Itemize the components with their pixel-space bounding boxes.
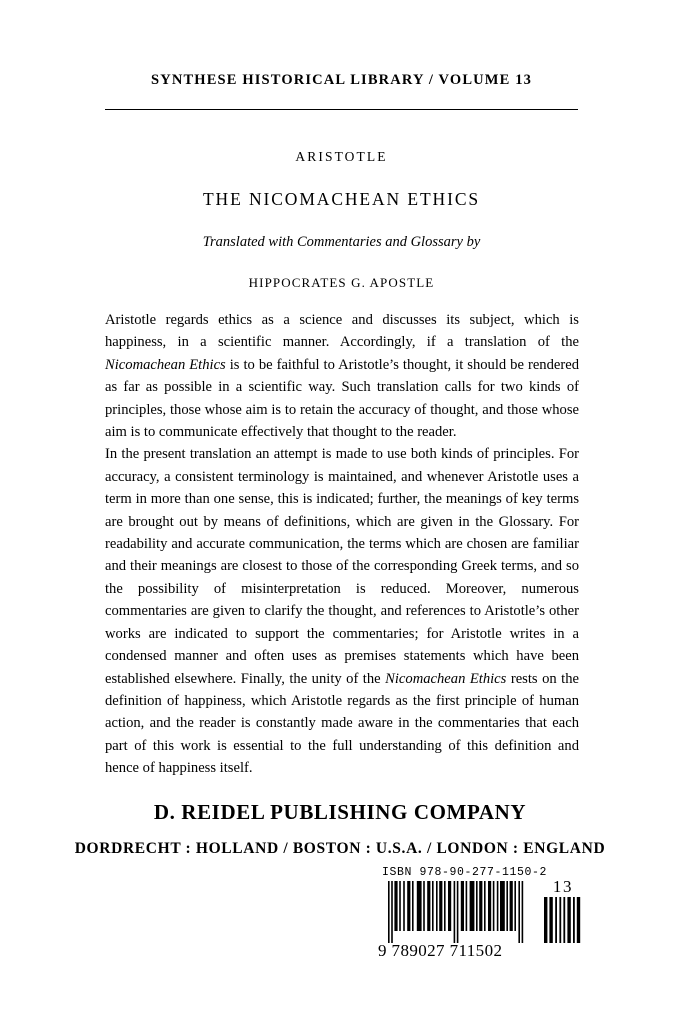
ean-addon-digits: 13: [552, 877, 574, 896]
back-cover-blurb: [105, 309, 579, 780]
ean-addon-barcode: [542, 877, 584, 943]
series-header: SYNTHESE HISTORICAL LIBRARY / VOLUME 13: [151, 72, 532, 88]
ean13-human-readable-digits: 9 789027 711502: [378, 941, 503, 960]
barcode-area: [378, 866, 600, 972]
isbn-label: ISBN 978-90-277-1150-2: [382, 866, 548, 879]
translator-name: HIPPOCRATES G. APOSTLE: [248, 274, 435, 290]
author-name: ARISTOTLE: [295, 149, 388, 164]
blurb-p2-work-title: Nicomachean Ethics: [385, 670, 507, 687]
header-divider-rule: [105, 109, 578, 110]
blurb-p1-text-b: is to be faithful to Aristotle’s thought, it should be rendered as far as possible in a scientific way. Such translation calls for two kinds of principles, those whose aim is to retain the accuracy of thought, and those whose aim is to communicate effectively that thought to the reader.: [105, 356, 580, 441]
blurb-p2-text-b: rests on the definition of happiness, which Aristotle regards as the first principle of human action, and the reader is constantly made aware in the commentaries that each part of this work is essential to the full understanding of this definition and hence of happiness itself.: [105, 670, 579, 777]
ean13-barcode: [378, 881, 528, 960]
publisher-name: D. REIDEL PUBLISHING COMPANY: [153, 800, 527, 824]
blurb-p2-text-a: In the present translation an attempt is made to use both kinds of principles. For accuracy, a consistent terminology is maintained, and whenever Aristotle uses a term in more than one sense, this is indicated; further, the meanings of key terms are brought out by means of definitions, which are given in the Glossary. For readability and accurate communication, the terms which are chosen are familiar and their meanings are closest to those of the corresponding Greek terms, and so the possibility of misinterpretation is reduced. Moreover, numerous commentaries are given to clarify the thought, and references to Aristotle’s other works are indicated to support the commentaries; for Aristotle writes in a condensed manner and often uses as premises statements which have been established elsewhere. Finally, the unity of the: [105, 446, 579, 687]
ean13-bars-icon: [382, 881, 528, 943]
blurb-p1-work-title: Nicomachean Ethics: [105, 356, 226, 373]
blurb-paragraph-2: [105, 443, 579, 779]
publisher-cities: DORDRECHT : HOLLAND / BOSTON : U.S.A. / LONDON : ENGLAND: [74, 840, 606, 857]
blurb-paragraph-1: [105, 309, 579, 443]
title-block: [105, 146, 578, 289]
ean-addon-bars-icon: [542, 897, 584, 943]
blurb-p1-text-a: Aristotle regards ethics as a science and discusses its subject, which is happiness, in a scientific manner. Accordingly, if a translation of the: [105, 312, 579, 351]
translation-credit-line: Translated with Commentaries and Glossary by: [202, 234, 481, 250]
book-title: THE NICOMACHEAN ETHICS: [202, 188, 481, 209]
